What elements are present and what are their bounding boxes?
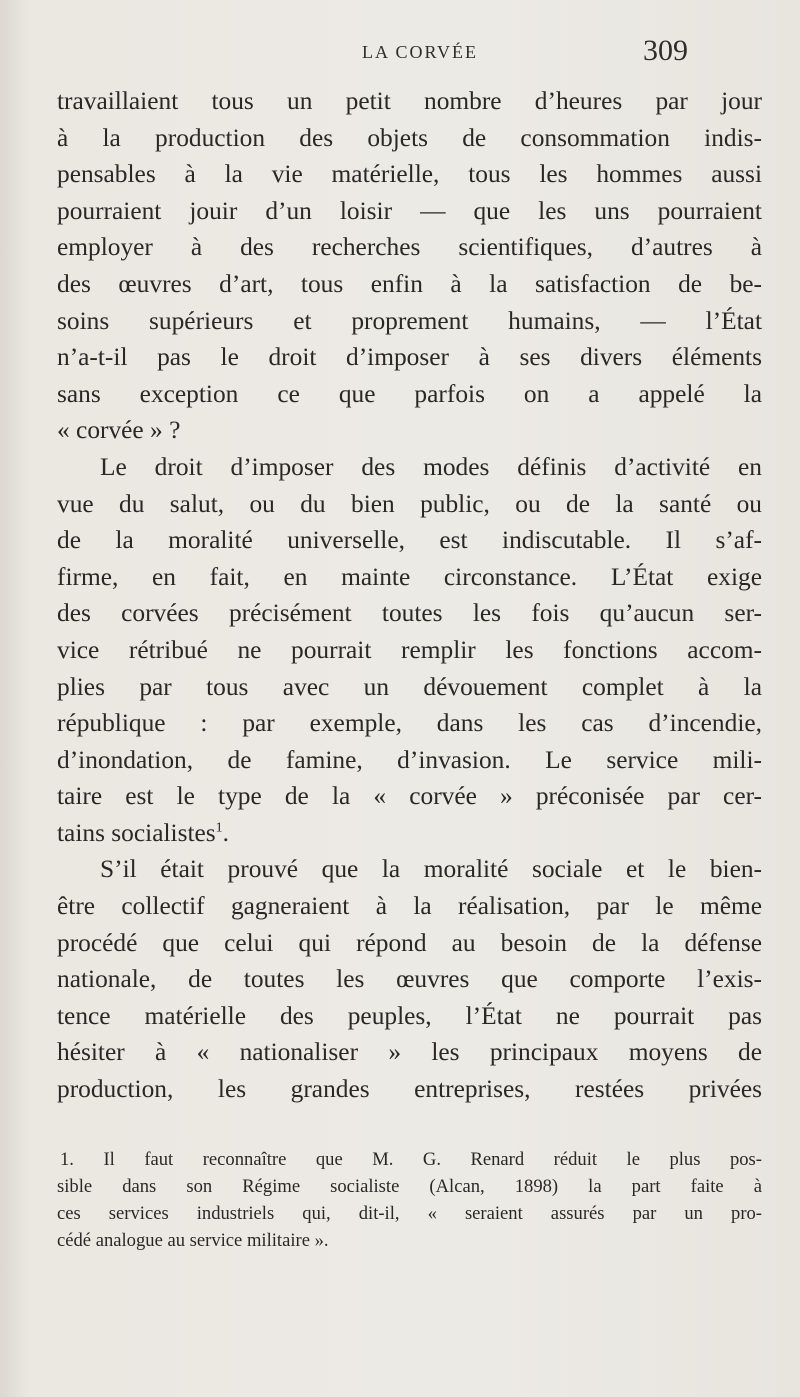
text-line: taire est le type de la « corvée » préconisée par cer-: [57, 782, 762, 811]
text-line: employer à des recherches scientifiques, d’autres à: [57, 233, 762, 262]
text-line: soins supérieurs et proprement humains, — l’État: [57, 306, 762, 335]
text-line: des corvées précisément toutes les fois qu’aucun ser-: [57, 599, 762, 628]
text-line: tains socialistes$^1$.: [57, 818, 230, 847]
text-line: vice rétribué ne pourrait remplir les fonctions accom-: [57, 635, 762, 664]
text-line: tence matérielle des peuples, l’État ne pourrait pas: [57, 1001, 762, 1030]
text-line: « corvée » ?: [57, 416, 181, 445]
running-title: LA CORVÉE: [361, 42, 479, 62]
text-line: de la moralité universelle, est indiscutable. Il s’af-: [57, 526, 762, 555]
footnote-reference: 1: [215, 820, 223, 836]
footnote-line: cédé analogue au service militaire ».: [57, 1230, 329, 1251]
footnote-line: sible dans son Régime socialiste (Alcan, 1898) la part faite à: [57, 1176, 762, 1197]
text-line: nationale, de toutes les œuvres que comporte l’exis-: [57, 965, 762, 994]
text-line: pensables à la vie matérielle, tous les hommes aussi: [57, 160, 762, 189]
text-line: procédé que celui qui répond au besoin de la défense: [57, 928, 762, 957]
text-line: à la production des objets de consommation indis-: [57, 123, 762, 152]
footnote-line: ces services industriels qui, dit-il, « seraient assurés par un pro-: [57, 1203, 762, 1224]
page-number: 309: [643, 34, 688, 67]
text-line: firme, en fait, en mainte circonstance. L’État exige: [57, 562, 762, 591]
body-text: [57, 83, 762, 1108]
text-line: hésiter à « nationaliser » les principaux moyens de: [57, 1038, 762, 1067]
text-line: plies par tous avec un dévouement complet à la: [57, 672, 762, 701]
text-line: d’inondation, de famine, d’invasion. Le service mili-: [57, 745, 762, 774]
text-line: Le droit d’imposer des modes définis d’activité en: [100, 452, 762, 481]
text-line: des œuvres d’art, tous enfin à la satisfaction de be-: [57, 269, 762, 298]
text-line: pourraient jouir d’un loisir — que les uns pourraient: [57, 196, 762, 225]
text-line: république : par exemple, dans les cas d’incendie,: [57, 709, 762, 738]
text-line: n’a-t-il pas le droit d’imposer à ses divers éléments: [57, 343, 762, 372]
text-line: sans exception ce que parfois on a appelé la: [57, 379, 762, 408]
text-line: production, les grandes entreprises, restées privées: [57, 1075, 762, 1104]
text-line: vue du salut, ou du bien public, ou de la santé ou: [57, 489, 762, 518]
text-line: S’il était prouvé que la moralité sociale et le bien-: [100, 855, 762, 884]
running-head: [0, 30, 800, 70]
footnotes: [57, 1146, 762, 1254]
footnote-line: 1. Il faut reconnaître que M. G. Renard réduit le plus pos-: [60, 1149, 762, 1170]
text-line-content: tains socialistes: [57, 818, 216, 847]
text-line: être collectif gagneraient à la réalisation, par le même: [57, 892, 762, 921]
text-line: travaillaient tous un petit nombre d’heures par jour: [57, 87, 762, 115]
